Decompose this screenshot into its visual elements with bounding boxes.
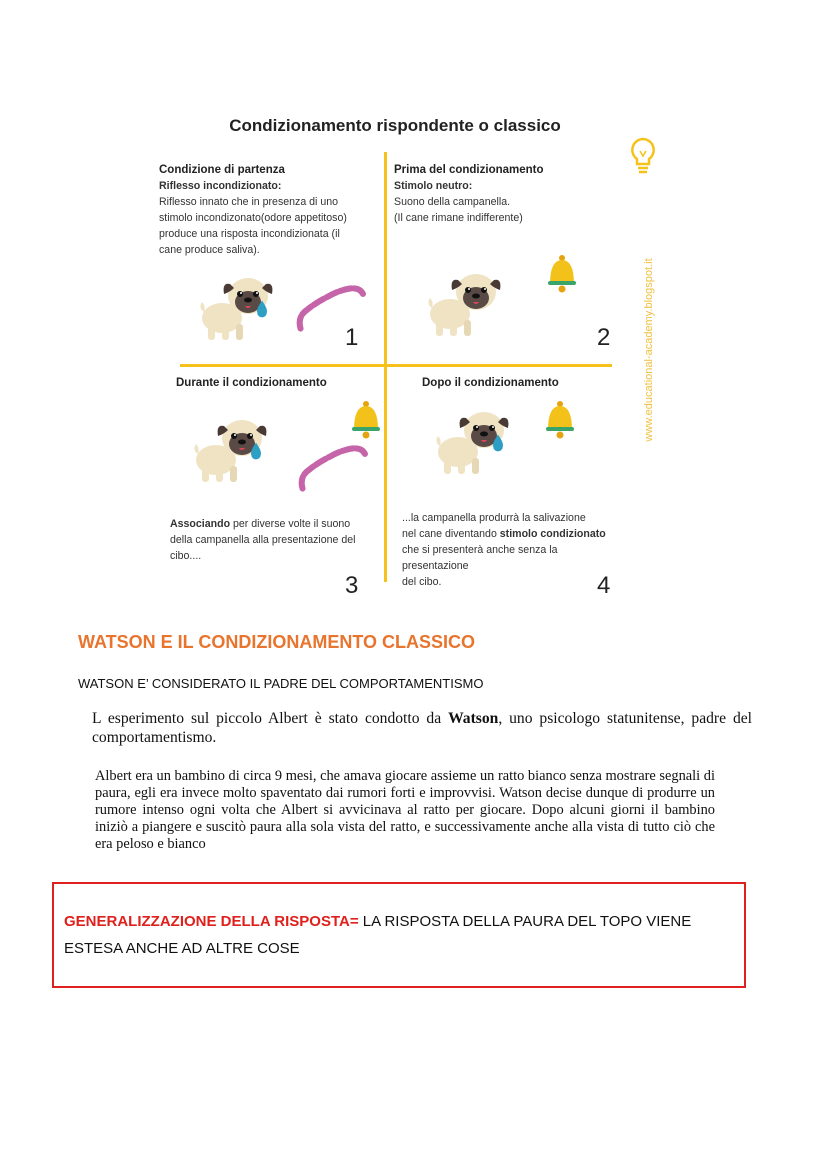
- sausages-image: [292, 440, 372, 492]
- quadrant-3-line: [170, 516, 385, 532]
- quadrant-4-line-pre: nel cane diventando: [402, 528, 500, 540]
- quadrant-4-text: [402, 510, 652, 590]
- generalization-box: [52, 882, 746, 988]
- quadrant-2-number: 2: [597, 324, 611, 351]
- intro-text: L esperimento sul piccolo Albert è stato condotto da: [92, 710, 449, 727]
- quadrant-3-number: 3: [345, 572, 359, 599]
- quadrant-2-line: Suono della campanella.: [394, 196, 511, 208]
- quadrant-3-line-rest: per diverse volte il suono: [230, 518, 351, 530]
- section-title: WATSON E IL CONDIZIONAMENTO CLASSICO: [78, 632, 476, 652]
- quadrant-2-subheading: Stimolo neutro:: [394, 180, 473, 192]
- bell-icon: [346, 400, 386, 440]
- generalization-label: GENERALIZZAZIONE DELLA RISPOSTA=: [64, 913, 359, 930]
- quadrant-3-text: [170, 516, 385, 564]
- horizontal-divider: [180, 364, 612, 367]
- watermark-text: [645, 220, 659, 480]
- quadrant-4-number: 4: [597, 572, 611, 599]
- quadrant-2-heading: Prima del condizionamento: [394, 164, 544, 176]
- generalization-definition: LA RISPOSTA DELLA PAURA DEL TOPO VIENE ESTESA ANCHE AD ALTRE COSE: [64, 913, 692, 957]
- quadrant-4-line: presentazione: [402, 560, 469, 572]
- intro-paragraph: [92, 709, 752, 747]
- quadrant-4-bold: stimolo condizionato: [499, 528, 606, 540]
- intro-bold-name: Watson: [448, 710, 499, 727]
- quadrant-1-line: Riflesso innato che in presenza di uno: [159, 196, 339, 208]
- saliva-drop-icon: [256, 300, 268, 318]
- quadrant-1-line: produce una risposta incondizionata (il: [159, 228, 340, 240]
- quadrant-2-text: [394, 162, 624, 226]
- quadrant-1-heading: Condizione di partenza: [159, 164, 285, 176]
- pug-drooling-image: [194, 414, 274, 484]
- quadrant-4-heading: Dopo il condizionamento: [422, 377, 559, 389]
- quadrant-2-line: (Il cane rimane indifferente): [394, 212, 523, 224]
- pug-drooling-image: [200, 272, 280, 342]
- section-subtitle: WATSON E’ CONSIDERATO IL PADRE DEL COMPORTAMENTISMO: [78, 676, 484, 691]
- quadrant-4-line: [402, 526, 652, 542]
- pug-drooling-image: [436, 406, 516, 476]
- quadrant-1-text: [159, 162, 381, 258]
- quadrant-3-bold-lead: Associando: [170, 518, 231, 530]
- intro-text-rest: , uno psicologo statunitense, padre del comportamentismo.: [92, 710, 752, 746]
- quadrant-4-line: del cibo.: [402, 576, 442, 588]
- quadrant-1-line: cane produce saliva).: [159, 244, 260, 256]
- pug-neutral-image: [428, 268, 508, 338]
- quadrant-1-number: 1: [345, 324, 359, 351]
- bell-icon: [542, 254, 582, 294]
- quadrant-1-line: stimolo incondizonato(odore appetitoso): [159, 212, 347, 224]
- diagram-title: Condizionamento rispondente o classico: [229, 116, 561, 135]
- quadrant-3-heading-wrap: [176, 375, 376, 391]
- svg-text:www.educational-academy.blogsp: www.educational-academy.blogspot.it: [643, 258, 655, 442]
- quadrant-3-heading: Durante il condizionamento: [176, 377, 327, 389]
- conditioning-diagram: [150, 100, 670, 605]
- saliva-drop-icon: [250, 442, 262, 460]
- generalization-text: [64, 908, 734, 962]
- lightbulb-icon: [628, 136, 658, 178]
- quadrant-4-heading-wrap: [422, 375, 622, 391]
- quadrant-4-line: che si presenterà anche senza la: [402, 544, 558, 556]
- quadrant-1-subheading: Riflesso incondizionato:: [159, 180, 282, 192]
- quadrant-3-line: della campanella alla presentazione del: [170, 534, 356, 546]
- albert-paragraph: Albert era un bambino di circa 9 mesi, che amava giocare assieme un ratto bianco senza mostrare segnali di paura, egli era invece molto spaventato dai rumori forti e improvvisi. Watson decise dunque di produrre un rumore intenso ogni volta che Albert si avvicinava al ratto per giocare. Dopo alcuni giorni il bambino iniziò a piangere e suscitò paura alla sola vista del ratto, e successivamente anche alla vista di tutto ciò che era peloso e bianco: [95, 768, 715, 852]
- bell-icon: [540, 400, 580, 440]
- saliva-drop-icon: [492, 434, 504, 452]
- quadrant-3-line: cibo....: [170, 550, 202, 562]
- quadrant-4-line: ...la campanella produrrà la salivazione: [402, 512, 586, 524]
